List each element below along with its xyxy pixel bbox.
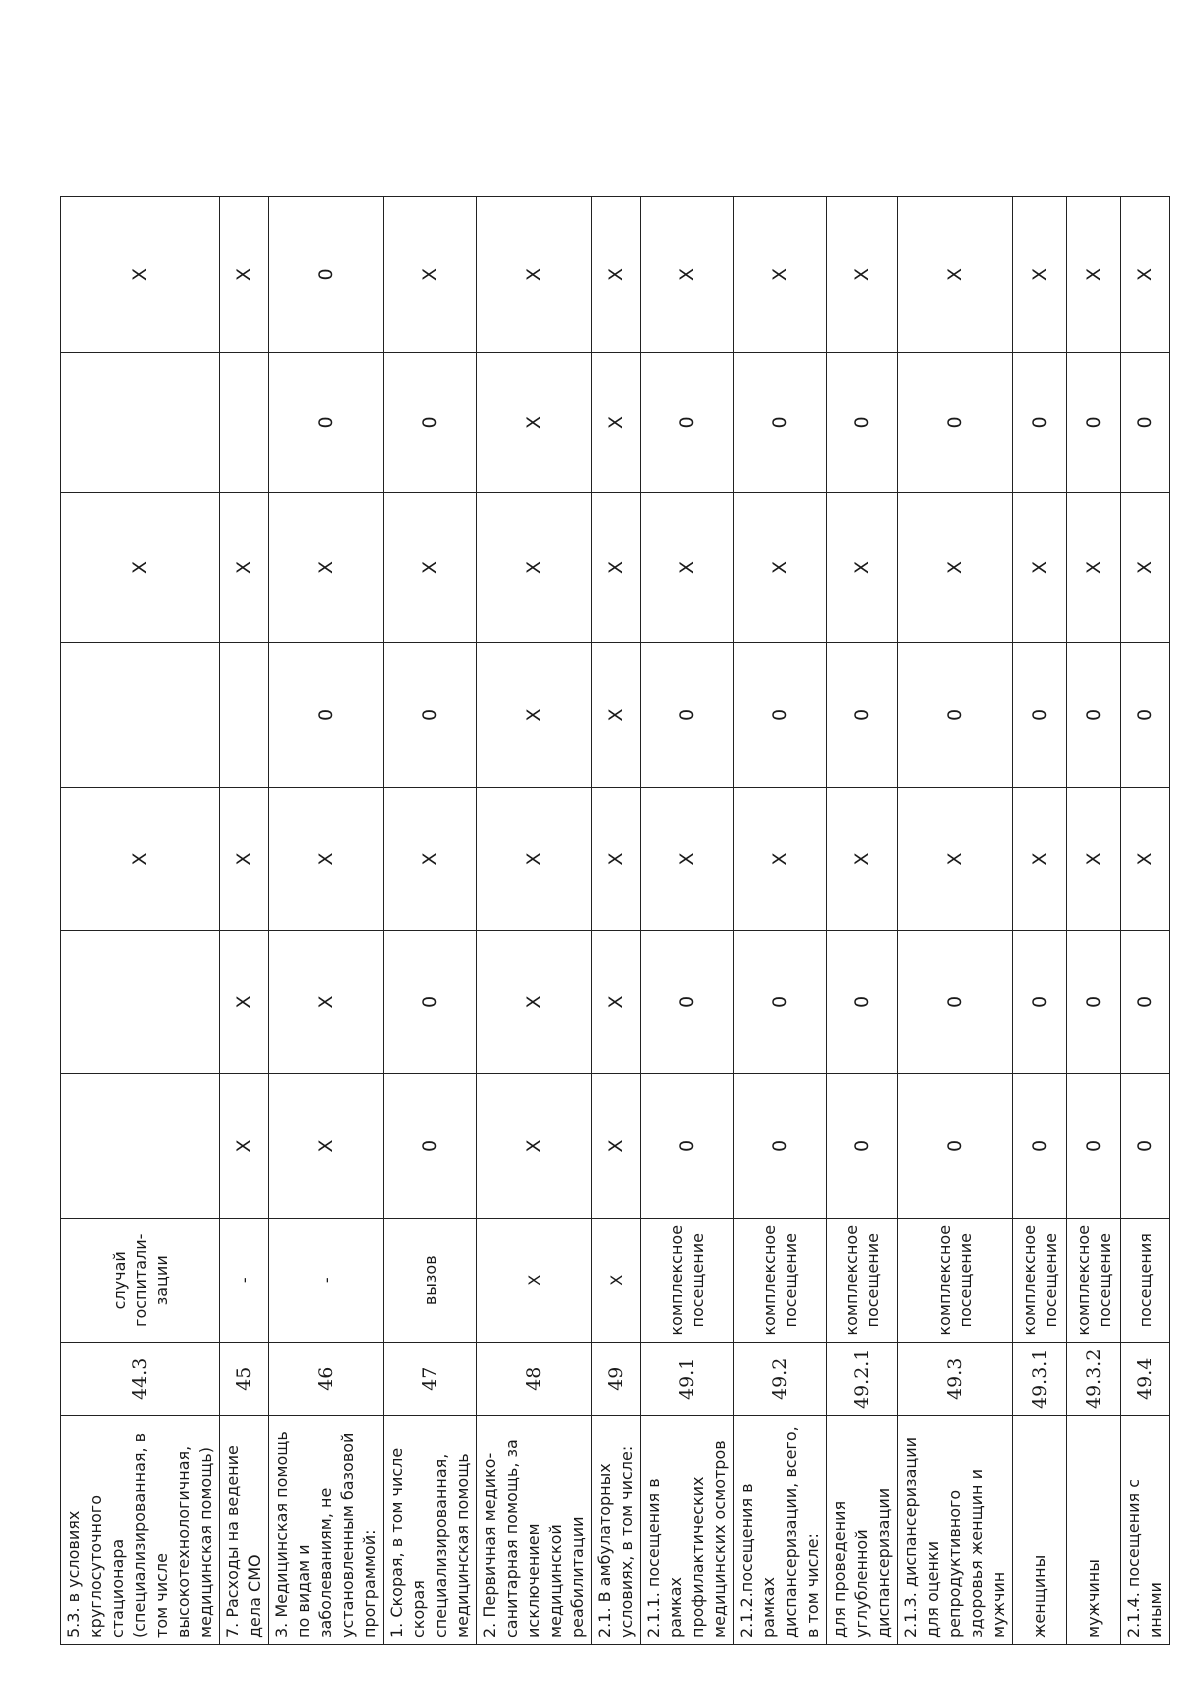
row-value: 0 [1013, 1073, 1067, 1218]
row-value: X [592, 1073, 641, 1218]
row-value: 0 [898, 1073, 1013, 1218]
row-value: 0 [1013, 930, 1067, 1073]
row-value: 0 [898, 352, 1013, 492]
row-value: 0 [734, 642, 827, 787]
row-number: 49.1 [641, 1342, 734, 1415]
row-value: 0 [269, 196, 384, 352]
row-name: 3. Медицинская помощь по видам и заболеваниям, не установленным базовой программой: [269, 1416, 384, 1645]
row-unit: комплексное посещение [734, 1218, 827, 1342]
row-value: X [384, 492, 477, 642]
row-number: 49.2.1 [827, 1342, 898, 1415]
row-value: X [220, 492, 269, 642]
row-number: 45 [220, 1342, 269, 1415]
row-value: 0 [384, 1073, 477, 1218]
row-value: X [1121, 787, 1170, 930]
row-value: X [269, 492, 384, 642]
row-name: для проведения углубленной диспансеризации [827, 1416, 898, 1645]
row-value: X [477, 787, 592, 930]
row-value: 0 [1013, 642, 1067, 787]
row-value [61, 352, 220, 492]
row-value: X [1067, 492, 1121, 642]
tariff-table [60, 196, 1170, 1645]
row-value [61, 930, 220, 1073]
row-value: 0 [641, 352, 734, 492]
row-value: 0 [734, 930, 827, 1073]
row-value: X [592, 930, 641, 1073]
row-value: X [641, 787, 734, 930]
row-value: X [1121, 196, 1170, 352]
row-value: 0 [1121, 930, 1170, 1073]
row-value: 0 [734, 1073, 827, 1218]
row-value: X [61, 492, 220, 642]
row-value [61, 1073, 220, 1218]
row-unit: комплексное посещение [898, 1218, 1013, 1342]
row-value: X [592, 642, 641, 787]
row-value: X [477, 352, 592, 492]
row-value: X [269, 787, 384, 930]
row-unit: случай госпитали-зации [61, 1218, 220, 1342]
row-value: X [1013, 492, 1067, 642]
row-name: 1. Скорая, в том числе скорая специализированная, медицинская помощь [384, 1416, 477, 1645]
row-value: 0 [1121, 642, 1170, 787]
row-unit: - [220, 1218, 269, 1342]
row-value: X [477, 1073, 592, 1218]
row-value: X [898, 492, 1013, 642]
table-row [592, 196, 641, 1644]
row-value: 0 [827, 1073, 898, 1218]
row-value: X [641, 492, 734, 642]
row-name: 2.1.4. посещения с иными [1121, 1416, 1170, 1645]
row-number: 44.3 [61, 1342, 220, 1415]
row-value: 0 [1067, 642, 1121, 787]
row-unit: комплексное посещение [1013, 1218, 1067, 1342]
table-row [269, 196, 384, 1644]
row-value: X [477, 930, 592, 1073]
row-value: X [592, 492, 641, 642]
row-number: 49.2 [734, 1342, 827, 1415]
row-unit: X [592, 1218, 641, 1342]
row-name: 2.1. В амбулаторных условиях, в том числе: [592, 1416, 641, 1645]
row-value: X [734, 787, 827, 930]
row-value: X [734, 196, 827, 352]
row-name: 5.3. в условиях круглосуточного стационара (специализированная, в том числе высокотехнологичная, медицинская помощь) [61, 1416, 220, 1645]
table-row [220, 196, 269, 1644]
row-value [61, 642, 220, 787]
row-unit: комплексное посещение [827, 1218, 898, 1342]
row-value: X [641, 196, 734, 352]
row-value: X [827, 787, 898, 930]
row-number: 49.3.2 [1067, 1342, 1121, 1415]
table-row [1013, 196, 1067, 1644]
row-value: 0 [384, 930, 477, 1073]
row-value: X [1013, 787, 1067, 930]
row-unit: - [269, 1218, 384, 1342]
row-value: X [592, 352, 641, 492]
row-value: X [61, 196, 220, 352]
row-name: 2.1.3. диспансеризации для оценки репродуктивного здоровья женщин и мужчин [898, 1416, 1013, 1645]
row-name: мужчины [1067, 1416, 1121, 1645]
row-value: 0 [827, 642, 898, 787]
row-number: 47 [384, 1342, 477, 1415]
row-value: X [477, 492, 592, 642]
row-unit: X [477, 1218, 592, 1342]
row-number: 49.4 [1121, 1342, 1170, 1415]
row-value: X [384, 196, 477, 352]
table-row [384, 196, 477, 1644]
row-value: 0 [898, 930, 1013, 1073]
row-value: X [1121, 492, 1170, 642]
row-value [220, 642, 269, 787]
row-unit: комплексное посещение [1067, 1218, 1121, 1342]
row-value: X [734, 492, 827, 642]
row-value: X [827, 196, 898, 352]
row-name: 7. Расходы на ведение дела СМО [220, 1416, 269, 1645]
row-value: X [220, 787, 269, 930]
row-value: 0 [1067, 930, 1121, 1073]
table-row [1121, 196, 1170, 1644]
row-value: X [61, 787, 220, 930]
row-name: женщины [1013, 1416, 1067, 1645]
row-value: X [898, 787, 1013, 930]
row-unit: вызов [384, 1218, 477, 1342]
row-value: X [1067, 196, 1121, 352]
table-row [827, 196, 898, 1644]
row-value: X [477, 642, 592, 787]
row-number: 48 [477, 1342, 592, 1415]
row-value: 0 [641, 642, 734, 787]
row-value: 0 [641, 1073, 734, 1218]
row-value: 0 [1067, 352, 1121, 492]
table-row [641, 196, 734, 1644]
row-value: 0 [827, 930, 898, 1073]
row-value: X [220, 930, 269, 1073]
row-value: X [477, 196, 592, 352]
row-value: 0 [1067, 1073, 1121, 1218]
row-value: X [220, 196, 269, 352]
row-value: X [1013, 196, 1067, 352]
row-value: 0 [1013, 352, 1067, 492]
row-number: 49.3 [898, 1342, 1013, 1415]
table-row [477, 196, 592, 1644]
row-value: X [592, 196, 641, 352]
row-value: 0 [827, 352, 898, 492]
row-name: 2. Первичная медико-санитарная помощь, за исключением медицинской реабилитации [477, 1416, 592, 1645]
table-row [61, 196, 220, 1644]
row-unit: комплексное посещение [641, 1218, 734, 1342]
row-value: 0 [384, 352, 477, 492]
row-name: 2.1.2.посещения в рамках диспансеризации, всего, в том числе: [734, 1416, 827, 1645]
table-row [1067, 196, 1121, 1644]
row-value: 0 [641, 930, 734, 1073]
row-value: X [1067, 787, 1121, 930]
row-value: X [898, 196, 1013, 352]
row-number: 49 [592, 1342, 641, 1415]
row-value: X [220, 1073, 269, 1218]
row-number: 49.3.1 [1013, 1342, 1067, 1415]
row-value: 0 [1121, 1073, 1170, 1218]
row-value: X [269, 930, 384, 1073]
row-value: X [269, 1073, 384, 1218]
row-value: 0 [269, 352, 384, 492]
row-value: 0 [1121, 352, 1170, 492]
row-name: 2.1.1. посещения в рамках профилактических медицинских осмотров [641, 1416, 734, 1645]
row-value: X [827, 492, 898, 642]
row-value: X [384, 787, 477, 930]
row-value: 0 [734, 352, 827, 492]
row-unit: посещения [1121, 1218, 1170, 1342]
row-value: 0 [269, 642, 384, 787]
row-value [220, 352, 269, 492]
row-value: X [592, 787, 641, 930]
row-value: 0 [898, 642, 1013, 787]
row-value: 0 [384, 642, 477, 787]
table-row [898, 196, 1013, 1644]
table-row [734, 196, 827, 1644]
row-number: 46 [269, 1342, 384, 1415]
